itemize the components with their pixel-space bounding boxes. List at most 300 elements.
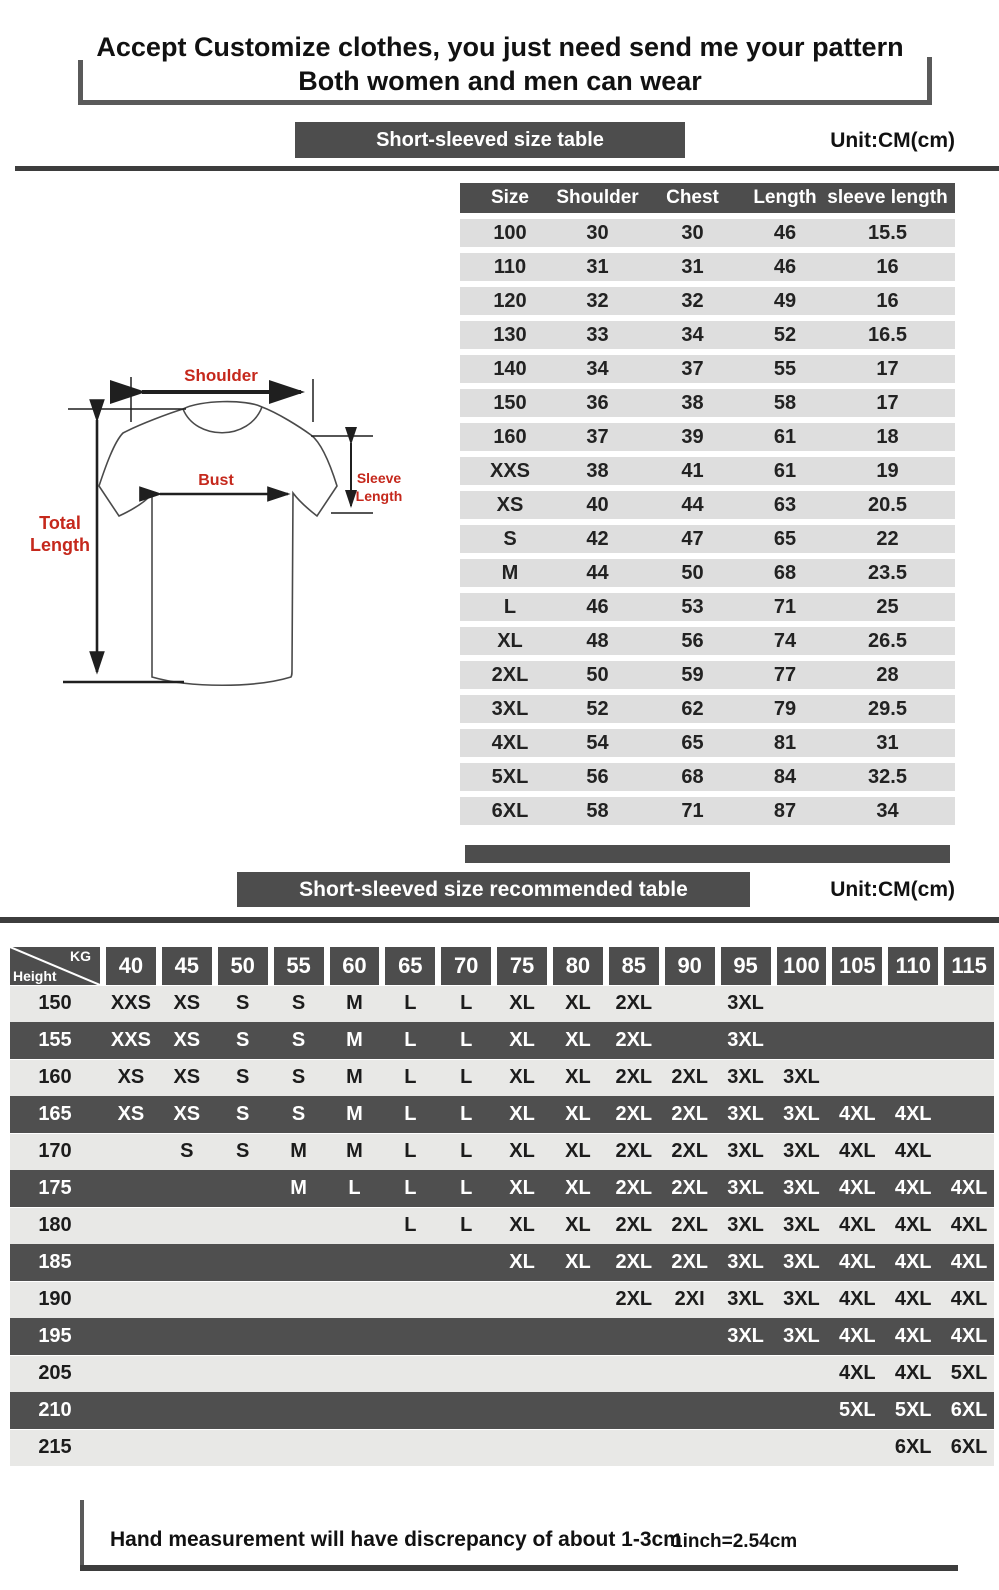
height-label: 150 [38,992,72,1014]
size-table-cell: 61 [773,425,797,448]
recommended-size-cell: XL [509,1103,535,1125]
size-table-cell: 52 [586,697,609,720]
weight-column-header: 45 [162,947,212,985]
recommended-size-cell: 6XL [894,1436,932,1458]
recommended-size-cell: 3XL [783,1251,820,1273]
size-table-cell: 23.5 [868,561,907,584]
size-table-row [460,389,955,417]
size-table-column-header: Length [753,187,817,208]
size-table-cell: 77 [773,663,797,686]
size-table-cell: 46 [773,221,797,244]
recommended-size-cell: 4XL [894,1103,932,1125]
size-table-column-header: Shoulder [556,187,639,208]
section-divider [0,917,999,923]
recommended-table-section-header: Short-sleeved size recommended table [237,872,750,907]
height-label: 175 [38,1177,72,1199]
recommended-size-cell: 4XL [894,1177,932,1199]
recommended-size-cell: 2XL [671,1214,709,1236]
recommended-size-cell: 4XL [950,1325,988,1347]
recommended-size-cell: XL [565,1177,591,1199]
size-table-cell: 31 [876,731,899,754]
recommended-size-cell: 2XL [671,1103,709,1125]
size-table-row [460,661,955,689]
recommended-table-row [10,1170,994,1207]
recommended-size-cell: 2XL [615,1066,653,1088]
size-table-cell: 32 [586,289,609,312]
recommended-size-cell: 3XL [727,1177,764,1199]
recommended-table-unit-label: Unit:CM(cm) [830,878,955,901]
size-table-cell: M [501,561,519,584]
size-table-cell: 36 [586,391,609,414]
size-table-end-bar [465,845,950,863]
recommended-size-cell: 2XL [615,1103,653,1125]
recommended-size-cell: 3XL [727,992,764,1014]
recommended-size-cell: L [460,1140,473,1162]
tshirt-outline [99,402,337,686]
recommended-size-cell: S [291,1103,306,1125]
size-table-row [460,695,955,723]
recommended-size-cell: S [236,992,250,1014]
size-table-cell: 26.5 [868,629,907,652]
kg-height-corner-cell [10,947,100,985]
recommended-table-header-row [10,947,994,985]
recommended-size-cell: 4XL [838,1140,876,1162]
size-table-cell: 39 [681,425,704,448]
size-table-cell: XXS [489,459,531,482]
weight-column-header: 60 [330,947,380,985]
recommended-size-cell: L [404,1140,417,1162]
size-table-row [460,763,955,791]
recommended-size-cell: M [346,1103,363,1125]
recommended-size-cell: 2XL [671,1140,709,1162]
recommended-size-cell: 2XL [615,992,653,1014]
size-table-cell: 34 [586,357,609,380]
recommended-size-cell: L [404,1177,417,1199]
size-table-row [460,627,955,655]
size-table-cell: XS [496,493,524,516]
sleeve-length-label-line2: Length [355,488,403,504]
recommended-size-cell: 3XL [727,1140,764,1162]
recommended-size-cell: L [404,1214,417,1236]
recommended-size-cell: XL [565,992,591,1014]
size-table-row [460,457,955,485]
recommended-size-cell: XL [509,1214,535,1236]
weight-column-header: 105 [832,947,882,985]
weight-column-header: 50 [218,947,268,985]
recommended-size-cell: 4XL [894,1251,932,1273]
recommended-size-cell: 3XL [783,1325,820,1347]
recommended-size-cell: 4XL [894,1140,932,1162]
total-length-label-line1: Total [39,513,81,533]
weight-column-header: 110 [888,947,938,985]
size-table-cell: 46 [773,255,797,278]
size-table-column-header: sleeve length [827,187,948,208]
recommended-size-cell: M [346,1029,363,1051]
recommended-size-cell: XS [117,1103,145,1125]
recommended-size-cell: 4XL [838,1251,876,1273]
recommended-size-cell: 3XL [783,1140,820,1162]
size-table-cell: 81 [773,731,797,754]
recommended-size-cell: 4XL [950,1288,988,1310]
recommended-table-row [10,1392,994,1429]
recommended-table-row [10,1207,994,1244]
recommended-size-cell: 2XL [615,1029,653,1051]
size-table-cell: 30 [681,221,704,244]
size-table-header-row [460,183,955,213]
recommended-size-cell: 4XL [838,1325,876,1347]
weight-column-header: 55 [274,947,324,985]
size-table-cell: 79 [773,697,797,720]
size-table-unit-label: Unit:CM(cm) [830,129,955,152]
recommended-size-cell: 3XL [727,1103,764,1125]
recommended-size-cell: S [236,1029,250,1051]
size-table-cell: 34 [876,799,899,822]
recommended-size-cell: 5XL [950,1362,988,1384]
size-table-cell: 65 [773,527,797,550]
recommended-size-cell: L [460,1214,473,1236]
size-table-cell: 47 [681,527,704,550]
size-table-cell: 74 [773,629,797,652]
size-table-cell: 150 [493,391,527,414]
size-table-cell: 18 [876,425,899,448]
size-table-cell: 63 [773,493,797,516]
recommended-table-row [10,1429,994,1466]
recommended-size-cell: L [404,992,417,1014]
size-table-cell: 50 [681,561,704,584]
recommended-size-cell: XL [509,1140,535,1162]
size-table-cell: 38 [586,459,609,482]
recommended-size-cell: 4XL [838,1288,876,1310]
size-table-cell: 42 [586,527,609,550]
size-table-cell: 84 [773,765,797,788]
recommended-table-row [10,1096,994,1133]
recommended-size-cell: 4XL [950,1251,988,1273]
size-table-cell: 46 [586,595,609,618]
title-bracket-left [78,60,83,105]
recommended-size-cell: XS [117,1066,145,1088]
recommended-size-cell: XL [509,992,535,1014]
size-table-row [460,797,955,825]
size-table-body [460,219,955,825]
recommended-size-cell: S [291,1029,306,1051]
bust-label: Bust [198,472,234,489]
recommended-size-cell: 3XL [783,1288,820,1310]
size-table-cell: 33 [586,323,609,346]
weight-column-header: 95 [721,947,771,985]
recommended-size-cell: XL [565,1066,591,1088]
size-table-cell: 5XL [491,765,529,788]
size-table-cell: 16.5 [868,323,907,346]
size-table-cell: 37 [681,357,704,380]
size-table-section-header: Short-sleeved size table [295,122,685,158]
size-table-row [460,287,955,315]
size-table-cell: 58 [773,391,797,414]
height-label: 215 [38,1436,72,1458]
recommended-size-cell: L [348,1177,361,1199]
size-table-cell: 68 [681,765,704,788]
size-table-cell: 32.5 [868,765,907,788]
recommended-size-cell: XL [565,1214,591,1236]
weight-column-header: 115 [944,947,994,985]
size-table-cell: 56 [586,765,609,788]
weight-column-header: 80 [553,947,603,985]
size-table-cell: 29.5 [868,697,907,720]
size-table-cell: S [503,527,517,550]
size-table-cell: 44 [586,561,609,584]
height-label: 190 [38,1288,72,1310]
size-table-row [460,219,955,247]
recommended-size-cell: L [404,1029,417,1051]
size-table-cell: 120 [493,289,527,312]
size-table-row [460,253,955,281]
corner-kg-label: KG [70,948,91,964]
size-table-cell: 31 [586,255,609,278]
recommended-table-row [10,1281,994,1318]
size-table-cell: 4XL [491,731,529,754]
size-table-cell: 62 [681,697,704,720]
size-table-cell: 41 [681,459,704,482]
section-divider [15,166,999,171]
recommended-size-cell: 3XL [783,1177,820,1199]
recommended-size-cell: 4XL [838,1103,876,1125]
recommended-size-cell: XS [173,1103,201,1125]
recommended-size-cell: L [460,1029,473,1051]
size-table-cell: 16 [876,255,899,278]
recommended-size-cell: 2XL [671,1177,709,1199]
recommended-size-cell: 4XL [894,1214,932,1236]
recommended-size-cell: XL [565,1140,591,1162]
size-table-cell: 34 [681,323,704,346]
recommended-size-cell: M [290,1140,307,1162]
size-table-cell: 16 [876,289,899,312]
recommended-size-cell: 2XI [674,1288,705,1310]
recommended-size-cell: 3XL [727,1288,764,1310]
recommended-size-cell: 2XL [671,1251,709,1273]
size-table-cell: 160 [493,425,527,448]
weight-column-header: 90 [665,947,715,985]
weight-column-header: 100 [777,947,827,985]
recommended-size-cell: S [236,1066,250,1088]
size-table-cell: 6XL [491,799,529,822]
recommended-table-row [10,1022,994,1059]
weight-column-header: 65 [385,947,435,985]
size-table-cell: 87 [773,799,797,822]
recommended-size-cell: XL [509,1251,535,1273]
recommended-size-cell: S [291,992,306,1014]
weight-column-header: 85 [609,947,659,985]
tshirt-measurement-diagram [20,180,445,760]
recommended-size-cell: 3XL [783,1066,820,1088]
size-table-row [460,423,955,451]
recommended-size-cell: 4XL [838,1362,876,1384]
size-table-cell: 68 [773,561,797,584]
size-table-cell: 110 [493,255,527,278]
recommended-size-cell: 2XL [615,1288,653,1310]
recommended-size-cell: 4XL [838,1177,876,1199]
size-table-cell: 19 [876,459,899,482]
size-table-cell: 100 [493,221,527,244]
recommended-table-row [10,1059,994,1096]
recommended-size-cell: 4XL [950,1214,988,1236]
recommended-size-cell: XXS [110,992,151,1014]
recommended-size-cell: L [404,1066,417,1088]
size-table-cell: 44 [681,493,704,516]
total-length-label-line2: Length [30,535,90,555]
size-table-column-header: Size [490,187,530,208]
title-bracket-bottom [78,100,932,105]
size-table-cell: 31 [681,255,704,278]
recommended-size-cell: 4XL [894,1325,932,1347]
height-label: 170 [38,1140,72,1162]
recommended-size-cell: 3XL [727,1251,764,1273]
size-table-cell: 22 [876,527,899,550]
recommended-size-cell: XS [173,1066,201,1088]
recommended-size-cell: XL [565,1103,591,1125]
recommended-size-cell: 4XL [894,1362,932,1384]
size-table-cell: 15.5 [868,221,907,244]
recommended-size-cell: 5XL [838,1399,876,1421]
inch-conversion-note: 1inch=2.54cm [672,1531,798,1552]
size-table-cell: 56 [681,629,704,652]
size-table-cell: 55 [773,357,797,380]
recommended-size-cell: XL [509,1177,535,1199]
recommended-size-cell: 3XL [727,1325,764,1347]
recommended-size-cell: XL [565,1251,591,1273]
sleeve-length-label-line1: Sleeve [356,470,402,486]
recommended-size-cell: L [460,1066,473,1088]
recommended-size-cell: L [460,1103,473,1125]
page-title [60,30,940,98]
shoulder-label: Shoulder [184,366,258,385]
size-table-cell: 30 [586,221,609,244]
recommended-table-row [10,1244,994,1281]
recommended-size-cell: 6XL [950,1436,988,1458]
title-bracket-right [927,57,932,105]
height-label: 195 [38,1325,72,1347]
recommended-size-cell: 4XL [838,1214,876,1236]
size-table-cell: 49 [773,289,797,312]
size-table-cell: L [503,595,517,618]
size-table-cell: 20.5 [868,493,907,516]
footer-border-bottom [80,1565,958,1571]
tshirt-collar [183,407,262,433]
recommended-size-cell: XXS [110,1029,151,1051]
height-label: 165 [38,1103,72,1125]
size-table-cell: 3XL [491,697,529,720]
height-label: 185 [38,1251,72,1273]
size-table-row [460,559,955,587]
size-table-cell: 65 [681,731,704,754]
recommended-size-cell: L [460,992,473,1014]
recommended-size-cell: 3XL [783,1214,820,1236]
size-table-cell: 48 [586,629,609,652]
footer-border-left [80,1500,84,1571]
recommended-size-cell: L [460,1177,473,1199]
recommended-size-cell: XL [509,1066,535,1088]
recommended-size-cell: 6XL [950,1399,988,1421]
height-label: 210 [38,1399,72,1421]
size-table-cell: 50 [586,663,609,686]
title-line-1: Accept Customize clothes, you just need send me your pattern [96,32,904,62]
recommended-size-cell: 2XL [615,1177,653,1199]
size-table-cell: 25 [876,595,899,618]
size-table-row [460,593,955,621]
weight-column-header: 40 [106,947,156,985]
size-table-cell: 71 [681,799,704,822]
recommended-size-cell: XL [509,1029,535,1051]
size-table-cell: 38 [681,391,704,414]
weight-column-header: 75 [497,947,547,985]
height-label: 205 [38,1362,72,1384]
recommended-size-cell: M [290,1177,307,1199]
size-table-cell: 130 [493,323,527,346]
recommended-size-cell: S [236,1140,250,1162]
size-table-row [460,355,955,383]
recommended-table-row [10,985,994,1022]
recommended-size-cell: S [236,1103,250,1125]
height-label: 160 [38,1066,72,1088]
size-table-cell: 37 [586,425,609,448]
recommended-table-row [10,1355,994,1392]
recommended-size-cell: 3XL [727,1214,764,1236]
recommended-size-cell: 2XL [671,1066,709,1088]
recommended-size-cell: 2XL [615,1214,653,1236]
weight-column-header: 70 [441,947,491,985]
recommended-size-cell: M [346,1140,363,1162]
measurement-note: Hand measurement will have discrepancy of about 1-3cm [110,1528,682,1551]
recommended-size-cell: XS [173,1029,201,1051]
recommended-size-cell: L [404,1103,417,1125]
recommended-size-cell: S [291,1066,306,1088]
recommended-size-cell: 2XL [615,1251,653,1273]
size-table-cell: 32 [681,289,704,312]
size-table-cell: 40 [586,493,609,516]
size-table-cell: 52 [773,323,797,346]
size-table-cell: 54 [586,731,609,754]
height-label: 180 [38,1214,72,1236]
size-table-row [460,321,955,349]
recommended-size-cell: XS [173,992,201,1014]
recommended-table-body [10,985,994,1466]
recommended-size-cell: XL [565,1029,591,1051]
recommended-size-cell: 3XL [727,1066,764,1088]
size-table-cell: 59 [681,663,704,686]
recommended-size-cell: 3XL [783,1103,820,1125]
recommended-size-cell: 4XL [894,1288,932,1310]
size-table-cell: 58 [586,799,609,822]
size-table-row [460,525,955,553]
size-table-cell: 53 [681,595,704,618]
size-table-row [460,491,955,519]
height-label: 155 [38,1029,72,1051]
size-table-cell: 28 [876,663,899,686]
recommended-size-cell: M [346,992,363,1014]
size-table-cell: 140 [493,357,527,380]
size-table-column-header: Chest [666,187,719,208]
corner-height-label: Height [13,968,57,984]
recommended-table-row [10,1318,994,1355]
recommended-size-cell: M [346,1066,363,1088]
size-table-cell: 2XL [491,663,529,686]
recommended-size-cell: 5XL [894,1399,932,1421]
recommended-table-row [10,1133,994,1170]
title-line-2: Both women and men can wear [298,66,702,96]
size-table-row [460,729,955,757]
size-table [460,183,955,825]
size-table-cell: 17 [876,391,899,414]
recommended-size-cell: S [180,1140,194,1162]
size-table-cell: 61 [773,459,797,482]
